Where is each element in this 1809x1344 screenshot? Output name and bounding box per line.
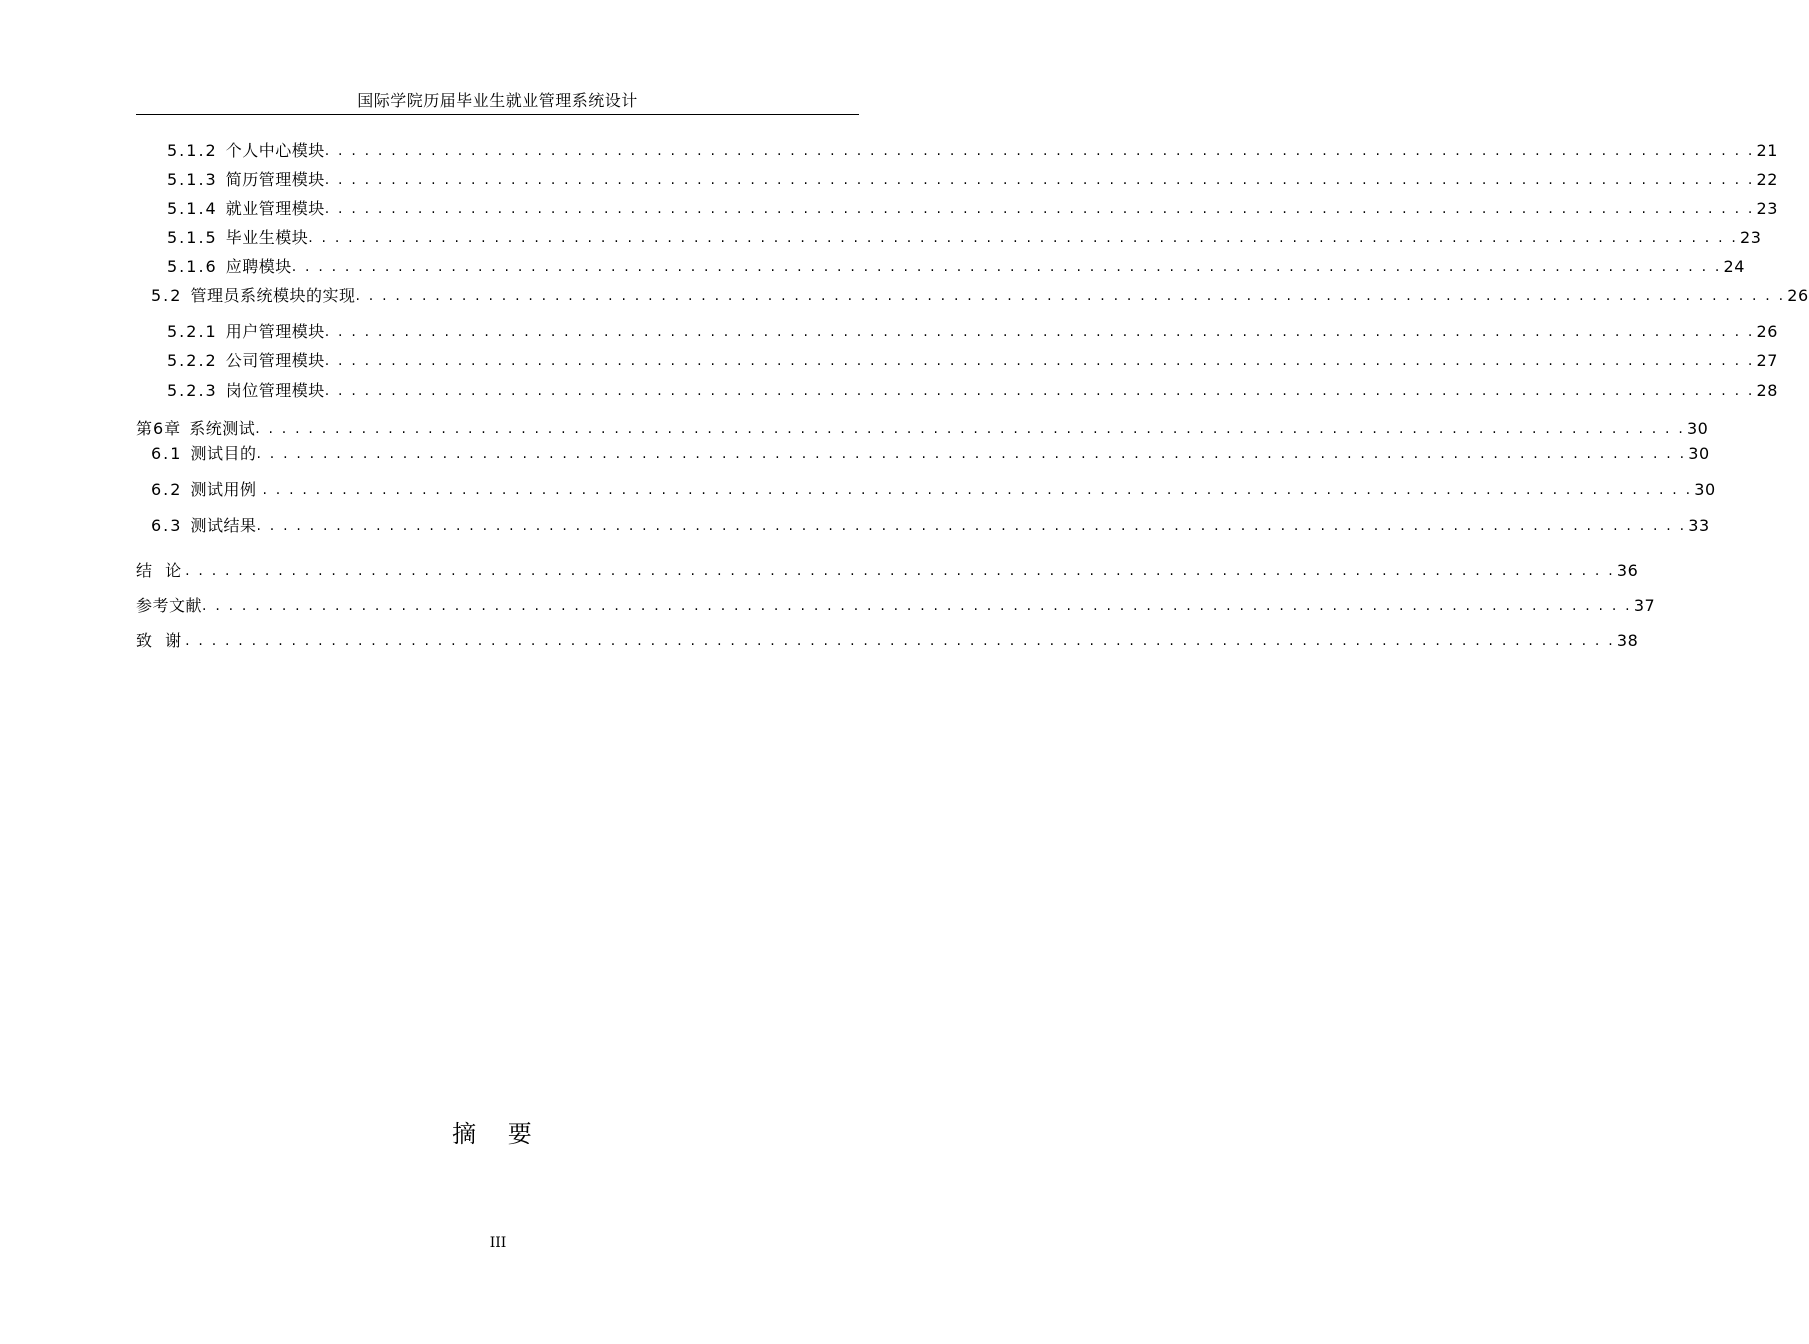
- toc-entry-page: 24: [1723, 257, 1745, 276]
- toc-entry-number: 5.2.3: [167, 381, 218, 400]
- toc-entry-page: 30: [1694, 480, 1716, 499]
- toc-entry-6-1[interactable]: [151, 441, 1710, 465]
- toc-entry-number: 5.1.3: [167, 170, 218, 189]
- abstract-heading: 摘 要: [452, 1120, 544, 1148]
- toc-entry-6-3[interactable]: [151, 513, 1710, 537]
- toc-entry-number: 6.1: [151, 444, 183, 463]
- toc-dot-leader: . . . . . . . . . . . . . . . . . . . . . . . . . . . . . . . . . . . . . . . . . . . . . . . . . . . . . . . . . . . . . . . . . . . . . . . . . . . . . . . . . . . . . . . . . . . . . . . . . . . . . . . . . . . .: [324, 172, 1755, 188]
- toc-entry-page: 26: [1756, 322, 1778, 341]
- toc-entry-5-1-2[interactable]: [167, 138, 1778, 162]
- toc-entry-title: 结 论: [136, 561, 186, 580]
- toc-entry-chapter-6[interactable]: [136, 416, 1709, 440]
- toc-entry-5-1-3[interactable]: [167, 167, 1778, 191]
- toc-entry-title: 致 谢: [136, 631, 186, 650]
- toc-entry-title: 个人中心模块: [225, 141, 325, 160]
- toc-entry-5-2-2[interactable]: [167, 348, 1778, 372]
- toc-entry-references[interactable]: [136, 593, 1656, 617]
- toc-entry-number: 5.2.2: [167, 351, 218, 370]
- toc-entry-5-1-4[interactable]: [167, 196, 1778, 220]
- toc-entry-5-2-1[interactable]: [167, 319, 1778, 343]
- toc-entry-title: 参考文献: [136, 596, 203, 615]
- toc-entry-page: 27: [1756, 351, 1778, 370]
- toc-entry-acknowledgements[interactable]: [136, 628, 1639, 652]
- toc-entry-number: 5.1.6: [167, 257, 218, 276]
- toc-entry-page: 22: [1756, 170, 1778, 189]
- toc-entry-page: 30: [1687, 419, 1709, 438]
- toc-dot-leader: . . . . . . . . . . . . . . . . . . . . . . . . . . . . . . . . . . . . . . . . . . . . . . . . . . . . . . . . . . . . . . . . . . . . . . . . . . . . . . . . . . . . . . . . . . . . . . . . . . . . . . . . . . . .: [256, 446, 1687, 462]
- toc-entry-6-2[interactable]: [151, 477, 1716, 501]
- toc-entry-title: 测试用例: [190, 480, 257, 499]
- toc-entry-number: 5.1.4: [167, 199, 218, 218]
- page-number: III: [489, 1235, 507, 1251]
- toc-entry-title: 就业管理模块: [225, 199, 325, 218]
- toc-dot-leader: . . . . . . . . . . . . . . . . . . . . . . . . . . . . . . . . . . . . . . . . . . . . . . . . . . . . . . . . . . . . . . . . . . . . . . . . . . . . . . . . . . . . . . . . . . . . . . . . . . . . . . . . . . . .: [324, 324, 1755, 340]
- toc-dot-leader: . . . . . . . . . . . . . . . . . . . . . . . . . . . . . . . . . . . . . . . . . . . . . . . . . . . . . . . . . . . . . . . . . . . . . . . . . . . . . . . . . . . . . . . . . . . . . . . . . . . . . . . . . . . .: [324, 353, 1755, 369]
- toc-entry-page: 28: [1756, 381, 1778, 400]
- toc-dot-leader: . . . . . . . . . . . . . . . . . . . . . . . . . . . . . . . . . . . . . . . . . . . . . . . . . . . . . . . . . . . . . . . . . . . . . . . . . . . . . . . . . . . . . . . . . . . . . . . . . . . . . . . . . . . .: [291, 259, 1722, 275]
- toc-entry-number: 5.2.1: [167, 322, 218, 341]
- toc-entry-number: 6.2: [151, 480, 183, 499]
- toc-entry-title: 公司管理模块: [225, 351, 325, 370]
- toc-entry-page: 37: [1633, 596, 1656, 615]
- toc-dot-leader: . . . . . . . . . . . . . . . . . . . . . . . . . . . . . . . . . . . . . . . . . . . . . . . . . . . . . . . . . . . . . . . . . . . . . . . . . . . . . . . . . . . . . . . . . . . . . . . . . . . . . . . . . . . .: [324, 201, 1755, 217]
- toc-dot-leader: . . . . . . . . . . . . . . . . . . . . . . . . . . . . . . . . . . . . . . . . . . . . . . . . . . . . . . . . . . . . . . . . . . . . . . . . . . . . . . . . . . . . . . . . . . . . . . . . . . . . . . . . . . . .: [262, 482, 1693, 498]
- toc-entry-5-1-5[interactable]: [167, 225, 1762, 249]
- toc-entry-title: 应聘模块: [225, 257, 292, 276]
- toc-entry-title: 测试目的: [190, 444, 257, 463]
- running-header-title: 国际学院历届毕业生就业管理系统设计: [357, 91, 638, 110]
- toc-entry-title: 岗位管理模块: [225, 381, 325, 400]
- toc-entry-conclusion[interactable]: [136, 558, 1639, 582]
- toc-entry-page: 33: [1688, 516, 1710, 535]
- toc-dot-leader: . . . . . . . . . . . . . . . . . . . . . . . . . . . . . . . . . . . . . . . . . . . . . . . . . . . . . . . . . . . . . . . . . . . . . . . . . . . . . . . . . . . . . . . . . . . . . . . . . . . . . . . . . . . .: [324, 143, 1755, 159]
- header-divider: [136, 114, 859, 115]
- toc-entry-page: 26: [1787, 286, 1809, 305]
- toc-dot-leader: . . . . . . . . . . . . . . . . . . . . . . . . . . . . . . . . . . . . . . . . . . . . . . . . . . . . . . . . . . . . . . . . . . . . . . . . . . . . . . . . . . . . . . . . . . . . . . . . . . . . . . . . . . . .: [256, 518, 1687, 534]
- toc-dot-leader: . . . . . . . . . . . . . . . . . . . . . . . . . . . . . . . . . . . . . . . . . . . . . . . . . . . . . . . . . . . . . . . . . . . . . . . . . . . . . . . . . . . . . . . . . . . . . . . . . . . . . . . . . . . .: [202, 598, 1632, 614]
- toc-entry-page: 30: [1688, 444, 1710, 463]
- toc-entry-number: 5.1.2: [167, 141, 218, 160]
- toc-entry-page: 38: [1616, 631, 1639, 650]
- toc-entry-page: 21: [1756, 141, 1778, 160]
- toc-entry-title: 用户管理模块: [225, 322, 325, 341]
- toc-entry-number: 5.2: [151, 286, 183, 305]
- toc-entry-title: 系统测试: [189, 419, 256, 438]
- toc-dot-leader: . . . . . . . . . . . . . . . . . . . . . . . . . . . . . . . . . . . . . . . . . . . . . . . . . . . . . . . . . . . . . . . . . . . . . . . . . . . . . . . . . . . . . . . . . . . . . . . . . . . . . . . . . . . .: [355, 288, 1786, 304]
- toc-entry-5-2-3[interactable]: [167, 378, 1778, 402]
- toc-entry-number: 6.3: [151, 516, 183, 535]
- toc-entry-5-2[interactable]: [151, 283, 1809, 307]
- toc-entry-title: 毕业生模块: [225, 228, 309, 247]
- toc-entry-page: 23: [1740, 228, 1762, 247]
- toc-entry-5-1-6[interactable]: [167, 254, 1745, 278]
- toc-entry-page: 23: [1756, 199, 1778, 218]
- toc-entry-title: 管理员系统模块的实现: [190, 286, 356, 305]
- toc-entry-number: 第6章: [136, 419, 182, 438]
- toc-dot-leader: . . . . . . . . . . . . . . . . . . . . . . . . . . . . . . . . . . . . . . . . . . . . . . . . . . . . . . . . . . . . . . . . . . . . . . . . . . . . . . . . . . . . . . . . . . . . . . . . . . . . . . . . . . . .: [255, 421, 1685, 437]
- toc-entry-page: 36: [1616, 561, 1639, 580]
- toc-dot-leader: . . . . . . . . . . . . . . . . . . . . . . . . . . . . . . . . . . . . . . . . . . . . . . . . . . . . . . . . . . . . . . . . . . . . . . . . . . . . . . . . . . . . . . . . . . . . . . . . . . . . . . . . . . . .: [185, 563, 1615, 579]
- toc-entry-title: 测试结果: [190, 516, 257, 535]
- toc-dot-leader: . . . . . . . . . . . . . . . . . . . . . . . . . . . . . . . . . . . . . . . . . . . . . . . . . . . . . . . . . . . . . . . . . . . . . . . . . . . . . . . . . . . . . . . . . . . . . . . . . . . . . . . . . . . .: [324, 383, 1755, 399]
- toc-dot-leader: . . . . . . . . . . . . . . . . . . . . . . . . . . . . . . . . . . . . . . . . . . . . . . . . . . . . . . . . . . . . . . . . . . . . . . . . . . . . . . . . . . . . . . . . . . . . . . . . . . . . . . . . . . . .: [185, 633, 1615, 649]
- toc-dot-leader: . . . . . . . . . . . . . . . . . . . . . . . . . . . . . . . . . . . . . . . . . . . . . . . . . . . . . . . . . . . . . . . . . . . . . . . . . . . . . . . . . . . . . . . . . . . . . . . . . . . . . . . . . . . .: [308, 230, 1739, 246]
- toc-entry-number: 5.1.5: [167, 228, 218, 247]
- toc-entry-title: 简历管理模块: [225, 170, 325, 189]
